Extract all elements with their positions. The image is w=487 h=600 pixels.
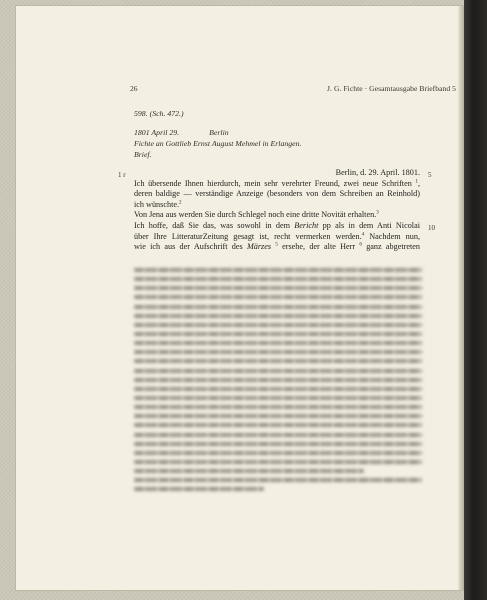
note-line bbox=[134, 451, 422, 455]
letter-type: Brief. bbox=[134, 150, 152, 159]
body-line-7-text-a: wie ich aus der Aufschrift des bbox=[134, 242, 247, 252]
running-title: J. G. Fichte · Gesamtausgabe Briefband 5 bbox=[327, 84, 456, 93]
footnote-ref-3[interactable]: 3 bbox=[376, 210, 379, 216]
body-line-1-text: Ich übersende Ihnen hierdurch, mein sehr verehrter Freund, zwei neue Schriften bbox=[134, 178, 412, 188]
note-line bbox=[134, 478, 422, 482]
body-line-2-text: deren baldige — verständige Anzeige (besonders von dem Schreiben an Reinhold) bbox=[134, 189, 420, 199]
note-line bbox=[134, 433, 422, 437]
body-dateline: Berlin, d. 29. April. 1801. bbox=[335, 168, 420, 177]
footnote-ref-6[interactable]: 6 bbox=[359, 242, 362, 248]
body-line-7-text-c: ersehe, der alte Herr bbox=[277, 242, 356, 252]
letter-place: Berlin bbox=[209, 128, 229, 137]
footnote-ref-4[interactable]: 4 bbox=[361, 231, 365, 237]
note-line bbox=[134, 387, 422, 391]
note-line bbox=[134, 314, 422, 318]
letter-body bbox=[134, 168, 420, 268]
letter-number: 598. (Sch. 472.) bbox=[134, 109, 184, 118]
running-header bbox=[130, 84, 456, 93]
letter-date-line bbox=[134, 128, 229, 137]
body-line-5-text-c: pp als in dem Anti Nicolai bbox=[318, 221, 420, 230]
body-line-4 bbox=[134, 210, 379, 221]
body-line-6-text-a: über Ihre LitteraturZeitung gesagt ist, recht vermerken werden. bbox=[134, 231, 362, 241]
blurred-footnotes bbox=[134, 268, 422, 500]
note-line bbox=[134, 460, 422, 464]
note-line bbox=[134, 369, 422, 373]
note-line bbox=[134, 469, 364, 473]
note-line bbox=[134, 405, 422, 409]
note-line bbox=[134, 295, 422, 299]
note-line bbox=[134, 487, 264, 491]
note-line bbox=[134, 378, 422, 382]
footnote-ref-2[interactable]: 2 bbox=[179, 200, 182, 206]
page-number: 26 bbox=[130, 84, 138, 93]
body-line-6-text-b: Nachdem nun, bbox=[364, 231, 420, 241]
note-line bbox=[134, 305, 422, 309]
note-line bbox=[134, 442, 422, 446]
footnote-ref-5[interactable]: 5 bbox=[275, 242, 278, 248]
note-line bbox=[134, 277, 422, 281]
body-line-5-text-a: Ich hoffe, daß Sie das, was sowohl in dem bbox=[134, 221, 295, 230]
body-line-6 bbox=[134, 232, 420, 243]
body-line-4-text: Von Jena aus werden Sie durch Schlegel noch eine dritte Novität erhalten. bbox=[134, 210, 377, 220]
note-line bbox=[134, 332, 422, 336]
body-line-5-italic: Bericht bbox=[294, 221, 319, 230]
line-number-5: 5 bbox=[428, 171, 432, 179]
note-line bbox=[134, 341, 422, 345]
letter-date: 1801 April 29. bbox=[134, 128, 180, 137]
note-line bbox=[134, 350, 422, 354]
line-number-10: 10 bbox=[428, 224, 435, 232]
body-line-3 bbox=[134, 200, 182, 211]
note-line bbox=[134, 286, 422, 290]
body-line-7 bbox=[134, 242, 420, 253]
note-line bbox=[134, 359, 422, 363]
body-line-5 bbox=[134, 221, 420, 232]
body-line-2 bbox=[134, 189, 420, 200]
note-line bbox=[134, 323, 422, 327]
body-line-7-italic: Märzes bbox=[246, 242, 272, 252]
body-line-7-text-d: ganz abgetreten bbox=[361, 242, 421, 252]
body-line-1: Ich übersende Ihnen hierdurch, mein sehr verehrter Freund, zwei neue Schriften $^1$, bbox=[134, 178, 420, 188]
note-line bbox=[134, 268, 422, 272]
folio-mark: 1 r bbox=[118, 171, 126, 179]
book-binding bbox=[464, 0, 487, 600]
note-line bbox=[134, 423, 422, 427]
letter-addressee: Fichte an Gottlieb Ernst August Mehmel in Erlangen. bbox=[134, 139, 302, 148]
footnote-ref-1[interactable]: 1 bbox=[415, 178, 418, 184]
body-line-3-text: ich wünschte. bbox=[134, 199, 180, 209]
note-line bbox=[134, 396, 422, 400]
note-line bbox=[134, 414, 422, 418]
